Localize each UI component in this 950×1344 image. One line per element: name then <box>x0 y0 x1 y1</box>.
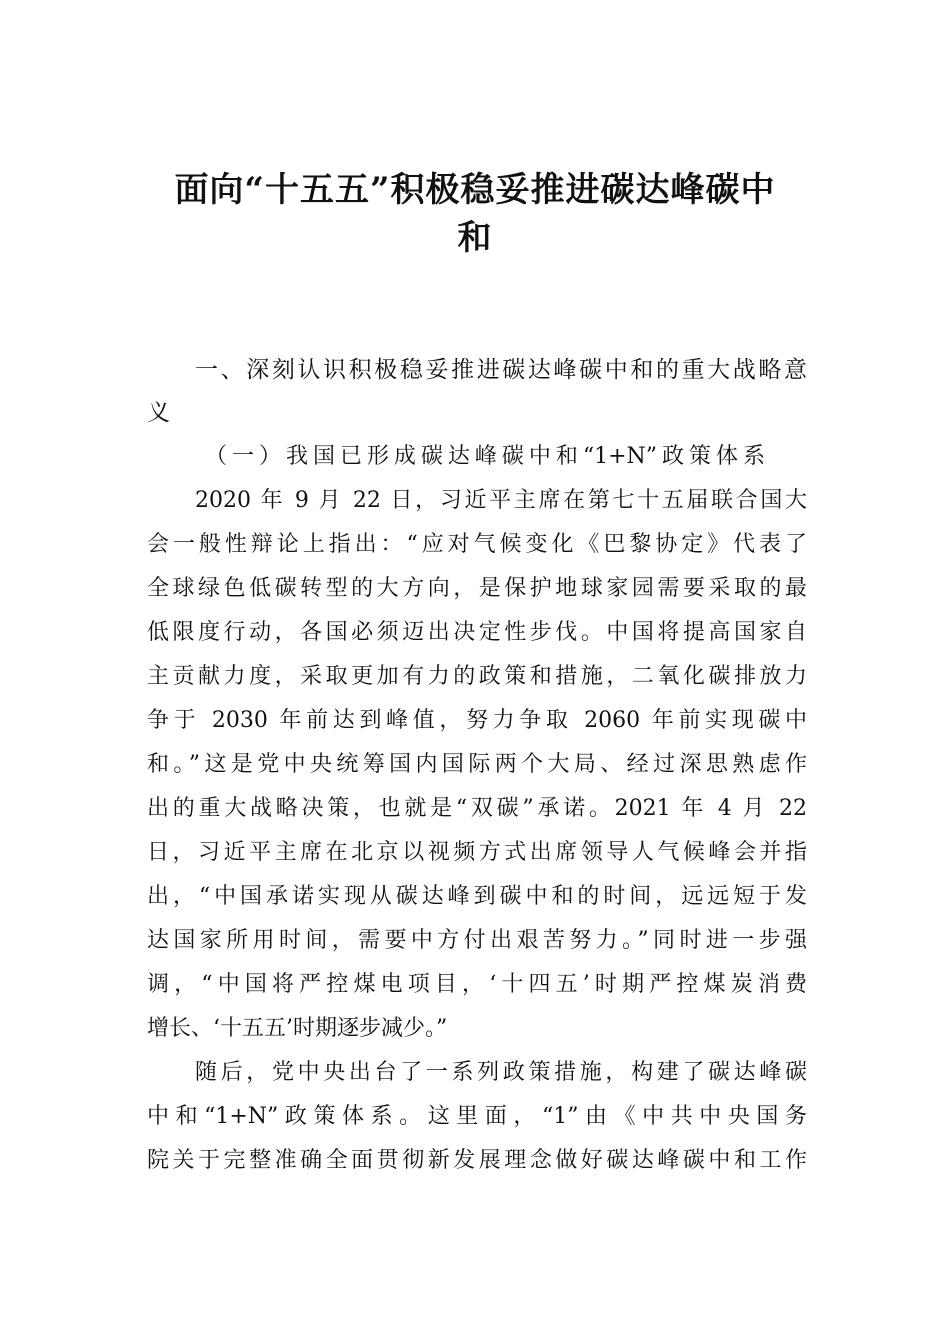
subsection-heading: （一）我国已形成碳达峰碳中和“1+N”政策体系 <box>205 444 765 469</box>
paragraph-1-line: 调，“中国将严控煤电项目，‘十四五’时期严控煤炭消费 <box>147 972 807 997</box>
paragraph-1-line: 增长、‘十五五’时期逐步减少。” <box>147 1016 448 1041</box>
paragraph-2-line: 随后，党中央出台了一系列政策措施，构建了碳达峰碳 <box>195 1060 807 1085</box>
paragraph-1-line: 日，习近平主席在北京以视频方式出席领导人气候峰会并指 <box>147 840 807 865</box>
paragraph-2-line: 中和“1+N”政策体系。这里面，“1”由《中共中央国务 <box>147 1104 807 1129</box>
paragraph-1-line: 会一般性辩论上指出：“应对气候变化《巴黎协定》代表了 <box>147 532 807 557</box>
paragraph-1-line: 和。”这是党中央统筹国内国际两个大局、经过深思熟虑作 <box>147 752 807 777</box>
paragraph-1-line: 争于 2030 年前达到峰值，努力争取 2060 年前实现碳中 <box>147 708 807 733</box>
section-heading-line-1: 一、深刻认识积极稳妥推进碳达峰碳中和的重大战略意 <box>195 357 807 383</box>
paragraph-2-line: 院关于完整准确全面贯彻新发展理念做好碳达峰碳中和工作 <box>147 1148 807 1173</box>
document-title-line-2: 和 <box>457 218 493 258</box>
paragraph-1-line: 达国家所用时间，需要中方付出艰苦努力。”同时进一步强 <box>147 928 807 953</box>
section-heading-line-2: 义 <box>147 400 170 426</box>
paragraph-1-line: 主贡献力度，采取更加有力的政策和措施，二氧化碳排放力 <box>147 664 807 689</box>
document-title-line-1: 面向“十五五”积极稳妥推进碳达峰碳中 <box>174 170 776 210</box>
paragraph-1-line: 2020 年 9 月 22 日，习近平主席在第七十五届联合国大 <box>195 488 807 513</box>
paragraph-1-line: 出的重大战略决策，也就是“双碳”承诺。2021 年 4 月 22 <box>147 796 807 821</box>
paragraph-1-line: 出，“中国承诺实现从碳达峰到碳中和的时间，远远短于发 <box>147 884 807 909</box>
paragraph-1-line: 低限度行动，各国必须迈出决定性步伐。中国将提高国家自 <box>147 620 807 645</box>
paragraph-1-line: 全球绿色低碳转型的大方向，是保护地球家园需要采取的最 <box>147 576 807 601</box>
